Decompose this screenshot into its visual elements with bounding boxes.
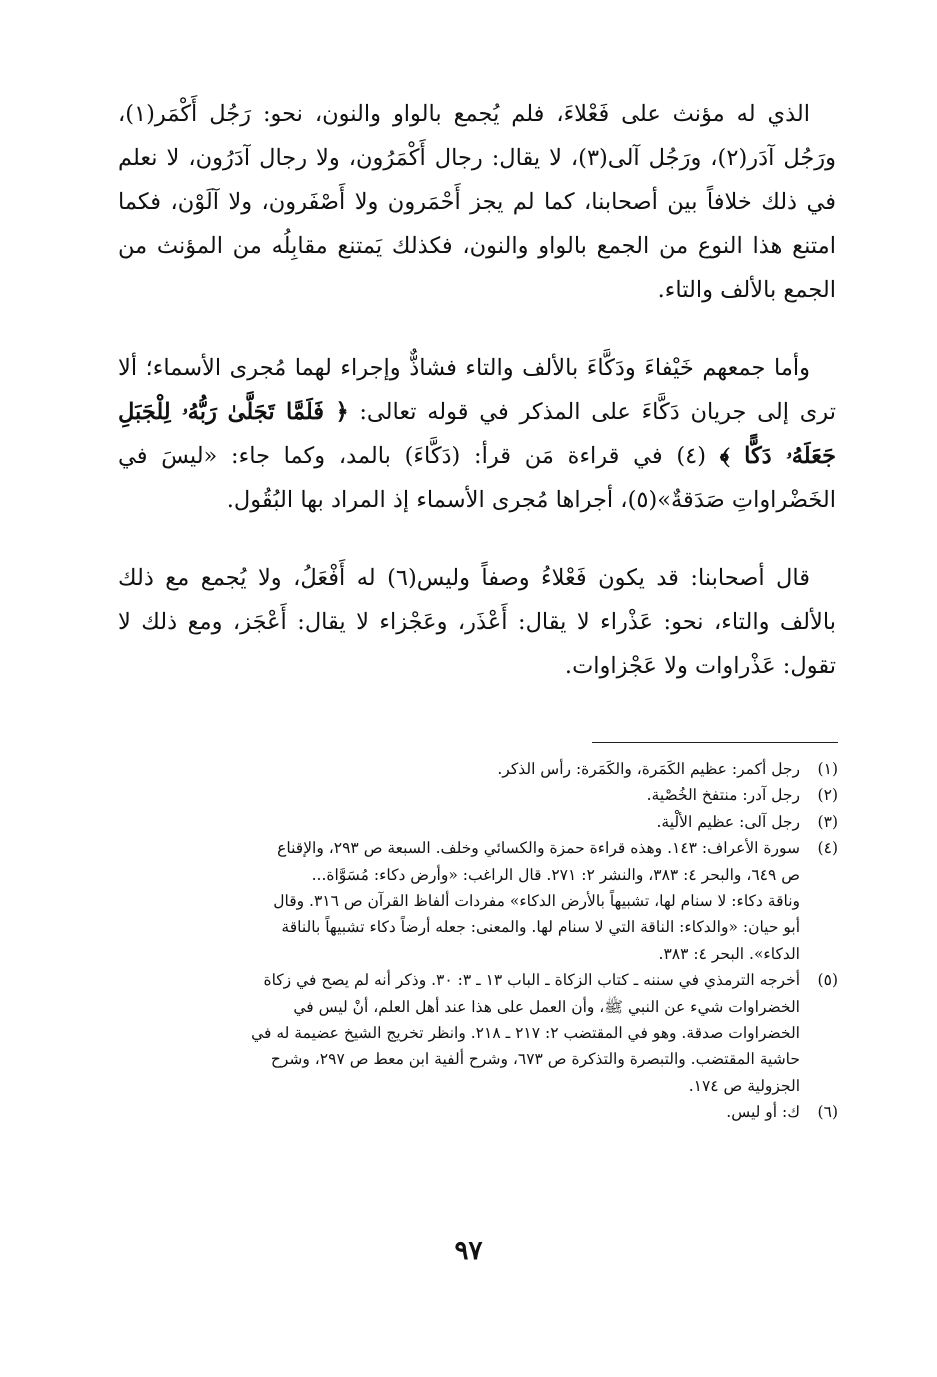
footnote-1: [132, 756, 838, 782]
paragraph-1-line-5: من المؤنث من الجمع بالألف والتاء.: [118, 233, 836, 303]
footnote-line: الجزولية ص ١٧٤.: [688, 1076, 800, 1095]
footnote-text: [132, 809, 800, 835]
footnote-line: سورة الأعراف: ١٤٣. وهذه قراءة حمزة والكسائي وخلف. السبعة ص ٢٩٣، والإقناع: [277, 839, 800, 858]
paragraph-2-line-4: «ليسَ في الخَضْراواتِ صَدَقةٌ»(٥)، أجراها مُجرى الأسماء إذ المراد بها: [118, 443, 836, 513]
paragraph-gap: [118, 522, 836, 556]
footnote-line: رجل أكمر: عظيم الكَمَرة، والكَمَرة: رأس الذكر.: [497, 760, 800, 778]
paragraph-1-line-2: ورَجُل آدَر(٢)، ورَجُل آلى(٣)، لا يقال: رجال أَكْمَرُون، ولا رجال آدَرُون،: [188, 145, 837, 171]
footnotes: [132, 756, 838, 1126]
paragraph-3: [118, 556, 836, 688]
footnote-3: [132, 809, 838, 835]
footnote-text: [132, 835, 800, 967]
footnote-line: حاشية المقتضب. والتبصرة والتذكرة ص ٦٧٣، وشرح ألفية ابن معط ص ٢٩٧، وشرح: [270, 1050, 800, 1069]
paragraph-3-line-1: قال أصحابنا: قد يكون فَعْلاءُ وصفاً وليس(٦) له أَفْعَلُ، ولا يُجمع مع: [165, 565, 811, 591]
paragraph-3-line-3: ومع ذلك لا تقول: عَذْراوات ولا عَجْزاوات.: [118, 609, 836, 679]
footnote-line: رجل آلى: عظيم الألْية.: [656, 812, 800, 831]
footnote-number: (٤): [817, 839, 838, 858]
paragraph-2-line-1: وأما جمعهم خَيْفاءَ ودَكَّاءَ بالألف والتاء فشاذٌّ وإجراء لهما مُجرى: [229, 355, 810, 381]
quran-verse-part-1: ﴿ فَلَمَّا تَجَلَّىٰ: [227, 399, 349, 425]
footnote-line: أخرجه الترمذي في سننه ـ كتاب الزكاة ـ الباب ١٣ ـ ٣: ٣٠. وذكر أنه لم يصح في زكاة: [263, 971, 800, 990]
paragraph-1-line-3: لا نعلم في ذلك خلافاً بين أصحابنا، كما لم يجز أَحْمَرون ولا أَصْفَرون، ولا: [118, 145, 836, 215]
footnote-line: الخضراوات صدقة. وهو في المقتضب ٢: ٢١٧ ـ ٢١٨. وانظر تخريج الشيخ عضيمة له في: [251, 1024, 800, 1043]
quran-verse-part-2: رَبُّهُۥ لِلْجَبَلِ جَعَلَهُۥ دَكًّا ﴾: [118, 399, 836, 469]
paragraph-2-line-5: البُقُول.: [226, 487, 294, 513]
main-text: [118, 92, 836, 688]
footnote-line: الدكاء». البحر ٤: ٣٨٣.: [658, 944, 800, 963]
footnote-number: (٣): [817, 812, 838, 831]
footnote-2: [132, 782, 838, 808]
footnote-6: [132, 1099, 838, 1125]
footnote-text: [132, 782, 800, 808]
paragraph-1-line-1: الذي له مؤنث على فَعْلاءَ، فلم يُجمع بالواو والنون، نحو: رَجُل أَكْمَر(١)،: [118, 101, 810, 127]
footnote-4: [132, 835, 838, 967]
footnote-number: (٢): [817, 786, 838, 805]
footnote-separator: [592, 742, 838, 743]
footnote-number: (٥): [817, 971, 838, 990]
footnote-line: أبو حيان: «والدكاء: الناقة التي لا سنام لها. والمعنى: جعله أرضاً دكاء تشبيهاً بالناقة: [281, 918, 800, 937]
footnote-line: وناقة دكاء: لا سنام لها، تشبيهاً بالأرض الدكاء» مفردات ألفاظ القرآن ص ٣١٦. وقال: [273, 892, 800, 911]
paragraph-2-line-3-text: (٤) في قراءة مَن قرأ: (دَكَّاءَ) بالمد، وكما جاء:: [231, 443, 707, 469]
paragraph-1-line-4: آلَوْن، فكما امتنع هذا النوع من الجمع بالواو والنون، فكذلك يَمتنع مقابِلُه: [118, 189, 836, 259]
footnote-line: رجل آدر: منتفخ الخُصْية.: [646, 786, 800, 805]
footnote-line: ص ٦٤٩، والبحر ٤: ٣٨٣، والنشر ٢: ٢٧١. قال الراغب: «وأرض دكاء: مُسَوَّاة...: [311, 865, 800, 884]
footnote-line: ك: أو ليس.: [726, 1103, 800, 1122]
footnote-text: [132, 1099, 800, 1125]
footnote-text: [132, 967, 800, 1099]
footnote-text: [132, 756, 800, 782]
paragraph-3-line-2: ذلك بالألف والتاء، نحو: عَذْراء لا يقال: أَعْذَر، وعَجْزاء لا يقال: أَعْجَز،: [118, 565, 836, 635]
footnote-line: الخضراوات شيء عن النبي ﷺ، وأن العمل على هذا عند أهل العلم، أنْ ليس في: [293, 997, 800, 1016]
paragraph-gap: [118, 312, 836, 346]
paragraph-2-line-2-text: الأسماء؛ ألا ترى إلى جريان دَكَّاءَ على المذكر في قوله تعالى:: [118, 355, 836, 425]
footnote-number: (١): [817, 760, 838, 778]
page-number: ٩٧: [454, 1236, 483, 1266]
paragraph-1: [118, 92, 836, 312]
footnote-5: [132, 967, 838, 1099]
footnote-number: (٦): [817, 1103, 838, 1122]
paragraph-2: [118, 346, 836, 522]
